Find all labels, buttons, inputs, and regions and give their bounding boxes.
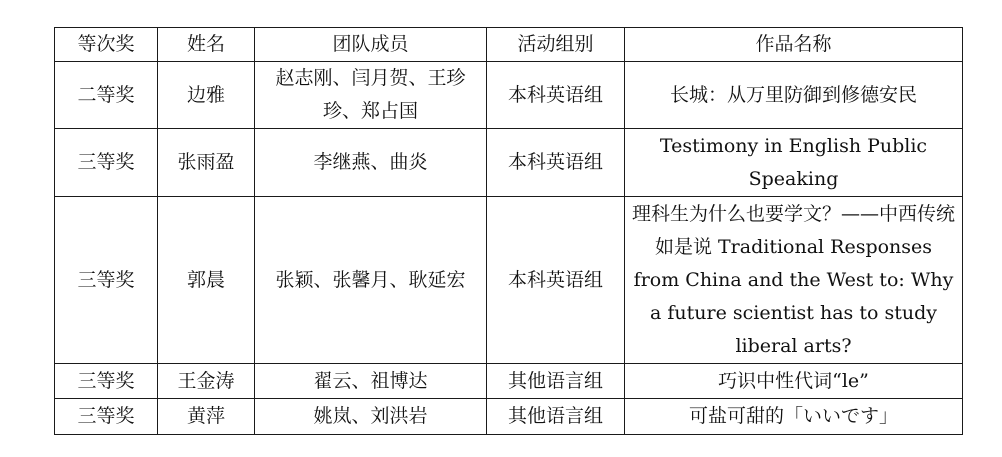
cell-team: 姚岚、刘洪岩 <box>255 399 487 435</box>
table-row <box>55 364 963 399</box>
cell-team: 李继燕、曲炎 <box>255 129 487 197</box>
cell-work: 长城：从万里防御到修德安民 <box>625 62 963 129</box>
cell-group: 其他语言组 <box>487 399 625 435</box>
header-team: 团队成员 <box>255 28 487 62</box>
table-row <box>55 197 963 364</box>
table-row <box>55 399 963 435</box>
cell-rank: 三等奖 <box>55 129 158 197</box>
cell-group: 本科英语组 <box>487 62 625 129</box>
table-row <box>55 62 963 129</box>
cell-work: Testimony in English Public Speaking <box>625 129 963 197</box>
cell-name: 边雅 <box>158 62 255 129</box>
cell-work: 可盐可甜的「いいです」 <box>625 399 963 435</box>
header-name: 姓名 <box>158 28 255 62</box>
header-row <box>55 28 963 62</box>
cell-name: 张雨盈 <box>158 129 255 197</box>
awards-table <box>54 27 963 435</box>
cell-group: 其他语言组 <box>487 364 625 399</box>
cell-name: 黄萍 <box>158 399 255 435</box>
cell-team: 赵志刚、闫月贺、王珍珍、郑占国 <box>255 62 487 129</box>
header-group: 活动组别 <box>487 28 625 62</box>
cell-team: 张颖、张馨月、耿延宏 <box>255 197 487 364</box>
header-work: 作品名称 <box>625 28 963 62</box>
cell-rank: 三等奖 <box>55 399 158 435</box>
cell-rank: 三等奖 <box>55 197 158 364</box>
cell-rank: 三等奖 <box>55 364 158 399</box>
table-row <box>55 129 963 197</box>
cell-group: 本科英语组 <box>487 129 625 197</box>
cell-work: 巧识中性代词“le” <box>625 364 963 399</box>
cell-rank: 二等奖 <box>55 62 158 129</box>
cell-team: 翟云、祖博达 <box>255 364 487 399</box>
cell-work: 理科生为什么也要学文？——中西传统如是说 Traditional Responses from China and the West to: Why a future scientist has to study liberal arts? <box>625 197 963 364</box>
cell-name: 王金涛 <box>158 364 255 399</box>
header-rank: 等次奖 <box>55 28 158 62</box>
cell-group: 本科英语组 <box>487 197 625 364</box>
cell-name: 郭晨 <box>158 197 255 364</box>
